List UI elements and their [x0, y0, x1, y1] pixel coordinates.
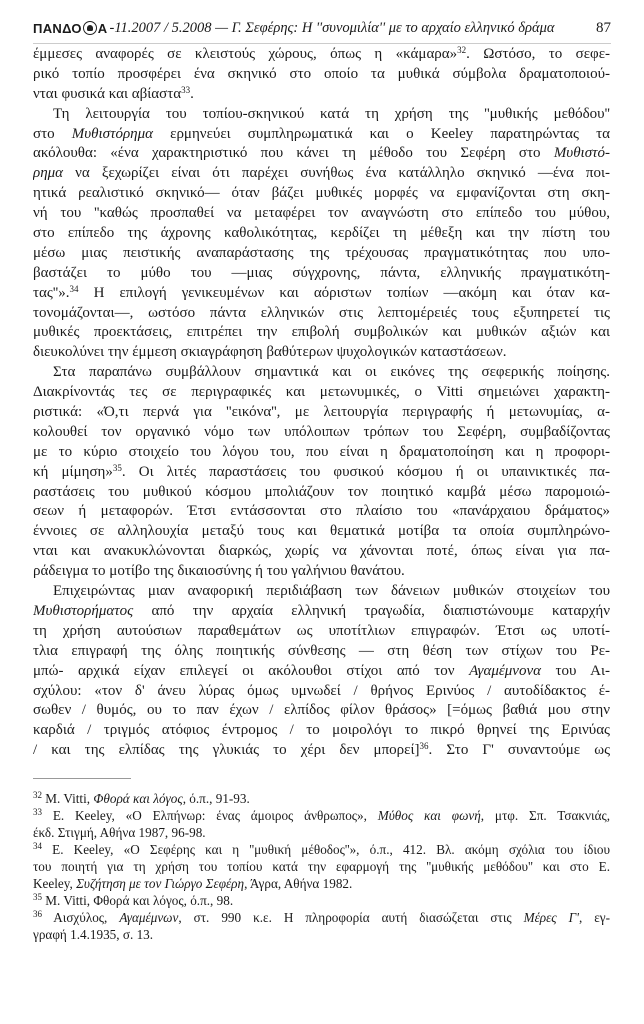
text-line: βαστάζει το μύθο του —μιας σύγχρονης, πάντα, ελληνικής πραγματικότη- — [33, 264, 610, 281]
text-line: ακόλουθα: «ένα χαρακτηριστικό που κάνει τη μέθοδο του Σεφέρη στο Μυθιστό- — [33, 145, 610, 162]
footnote-line: του ποιητή για τη χρήση του τοπίου κατά την εφαρμογή της ''μυθικής μεθόδου'' και στο E. — [33, 859, 610, 874]
footnote-line: $^{35}$ M. Vitti, Φθορά και λόγος, ό.π., 98. — [33, 892, 234, 908]
header-rule — [33, 43, 611, 44]
italic-text: Μυθιστορήματος — [33, 602, 134, 619]
footnote-line: $^{36}$ Αισχύλος, Αγαμέμνων, στ. 990 κ.ε. Η πληροφορία αυτή διασώζεται στις Μέρες Γ', εγ- — [33, 909, 610, 925]
italic-text: Μυθιστό- — [553, 145, 610, 162]
text-line: ριστικά: «Ό,τι περνά για ''εικόνα'', με λειτουργία περιγραφής ή μετωνυμίας, α- — [33, 404, 610, 421]
text-line: τλια επιγραφή της όλης ποιητικής σύνθεσης — στη θέση των στίχων του Ρε- — [33, 642, 610, 659]
text-line: διευκολύνει την έμμεση σκιαγράφηση βαθύτερων ψυχολογικών καταστάσεων. — [33, 344, 507, 361]
footnote-line: $^{33}$ E. Keeley, «Ο Ελπήνωρ: ένας άμοιρος άνθρωπος», Μύθος και φωνή, μτφ. Σπ. Τσακνιάς, — [33, 807, 610, 823]
footnotes — [33, 790, 610, 943]
text-line: τας''».$^{34}$ Η επιλογή γενικευμένων και αόριστων τοπίων —ακόμη και όταν κα- — [33, 283, 610, 301]
text-line: έμμεσες αναφορές σε κλειστούς χώρους, όπως η «κάμαρα»$^{32}$. Ωστόσο, το σεφε- — [33, 45, 610, 62]
footnote-ref: 36 — [33, 909, 42, 919]
text-line: μέσω μιας πειστικής αναπαράστασης της τρέχουσας πραγματικότητας που υπο- — [33, 244, 610, 261]
footnote-ref: 33 — [181, 84, 191, 95]
footnote-line: Keeley, Συζήτηση με τον Γιώργο Σεφέρη, Άγρα, Αθήνα 1982. — [33, 876, 353, 891]
footnote-ref: 36 — [419, 741, 429, 752]
footnote-ref: 35 — [112, 462, 122, 473]
text-line: Διακρίνοντάς τες σε περιγραφικές και μετωνυμικές, ο Vitti σημειώνει χαρακτη- — [33, 384, 610, 401]
text-line: μπώ- αρχικά είχαν επιλεγεί οι ακόλουθοι στίχοι από τον Αγαμέμνονα του Αι- — [33, 662, 610, 679]
italic-text: Μύθος και φωνή — [377, 808, 481, 823]
text-line: τη χρήση αυτούσιων παραθεμάτων ως υποτίτλιων επιγραφών. Έτσι ως υποτί- — [33, 622, 610, 639]
text-line: ητικά ρεαλιστικό σκηνικό— όταν βάζει μυθικές μορφές να εμφανίζονται στη σκη- — [33, 185, 610, 202]
running-header — [33, 16, 611, 40]
footnote-line: $^{32}$ M. Vitti, Φθορά και λόγος, ό.π., 91-93. — [33, 790, 250, 806]
text-line: νται φυσικά και αβίαστα$^{33}$. — [33, 84, 194, 102]
text-line: ρημα να ξεχωρίζει είναι ότι παρέχει συνήθως ένα κατάλληλο σκηνικό —ένα ποι- — [33, 165, 610, 182]
journal-logo — [33, 21, 107, 36]
running-title: -11.2007 / 5.2008 — Γ. Σεφέρης: Η ''συνομιλία'' με το αρχαίο ελληνικό δράμα — [109, 19, 555, 36]
text-line: Στα παραπάνω συμβάλλουν σημαντικά και οι εικόνες της σεφερικής ποίησης. — [53, 364, 610, 381]
text-line: ρικό τοπίο προσφέρει ένα σκηνικό στο οποίο τα μυθικά σύμβολα δραματοποιού- — [33, 65, 610, 82]
text-line: σεων ή μεταφορών. Έτσι εντάσσονται στο πλαίσιο του «πανάρχαιου δράματος» — [33, 503, 610, 520]
text-line: Μυθιστορήματος από την αρχαία ελληνική τραγωδία, διαπιστώνουμε καταρχήν — [33, 602, 610, 619]
text-line: Επιχειρώντας μιαν αναφορική περιδιάβαση των δάνειων μυθικών στοιχείων του — [53, 583, 610, 600]
footnote-ref: 34 — [33, 841, 42, 851]
text-line: στο Μυθιστόρημα ερμηνεύει συμπληρωματικά και ο Keeley παρατηρώντας τα — [33, 125, 610, 142]
text-line: με το κύριο στοιχείο του λόγου του, που είναι η δραματοποίηση και η προφορι- — [33, 443, 610, 460]
text-line: σωθεν / θυμός, ου το παν έχων / ελπίδος φίλον θράσος» [=όμως βαθιά μου στην — [33, 702, 610, 719]
text-line: / και της ελπίδας της γλυκιάς το χέρι δεν μπορεί]$^{36}$. Στο Γ' συναντούμε ως — [33, 741, 610, 759]
footnote-line: $^{34}$ E. Keeley, «Ο Σεφέρης και η ''μυθική μέθοδος''», ό.π., 412. Βλ. ακόμη σχόλια του ίδιου — [33, 841, 610, 857]
italic-text: Αγαμέμνονα — [469, 662, 541, 679]
logo-text-right: Α — [97, 20, 108, 36]
text-line: ραστάσεις του μυθικού κόσμου μπολιάζουν τον ποιητικό καμβά μέσω παρομοιώ- — [33, 483, 610, 500]
text-line: μυθικές προεκτάσεις, επιτρέπει την επιβολή συμβολικών και μυθικών αξιών και — [33, 324, 610, 341]
footnote-ref: 32 — [457, 45, 467, 55]
italic-text: Αγαμέμνων — [119, 910, 179, 925]
text-line: νή του ''καθώς προσπαθεί να μεταφέρει τον αναγνώστη στο επίπεδο του μύθου, — [33, 205, 610, 222]
footnote-line: έκδ. Στιγμή, Αθήνα 1987, 96-98. — [33, 825, 206, 840]
italic-text: Φθορά και λόγος — [93, 791, 183, 806]
text-line: κή μίμηση»$^{35}$. Οι λιτές παραστάσεις του φυσικού κόσμου ή οι υπαινικτικές πα- — [33, 462, 610, 480]
italic-text: Μυθιστόρημα — [71, 125, 153, 142]
footnote-ref: 32 — [33, 790, 42, 800]
text-line: έννοιες σε αλληλουχία μεταξύ τους και θεματικά μοτίβα τα οποία συμπληρώνο- — [33, 523, 610, 540]
italic-text: ρημα — [33, 165, 64, 182]
text-line: νται και ανακυκλώνονται διαρκώς, χωρίς να χάνονται ποτέ, όπως είναι για πα- — [33, 543, 610, 560]
footnote-separator — [33, 778, 131, 779]
text-line: καρδιά / τριγμός ατόφιος έντρομος / το μοιρολόγι το πικρό θρηνεί της Ερινύας — [33, 722, 610, 739]
text-line: κολουθεί τον οργανικό νόμο των υπόλοιπων τρόπων του Σεφέρη, συμβαδίζοντας — [33, 423, 610, 440]
page-number: 87 — [596, 19, 611, 36]
footnote-ref: 34 — [69, 283, 79, 294]
text-line: σχύλου: «τον δ' άνευ λύρας όμως υμνωδεί / θρήνος Ερινύος / αυτοδίδακτος έ- — [33, 682, 610, 699]
footnote-line: γραφή 1.4.1935, σ. 13. — [33, 927, 154, 942]
lamp-icon — [83, 21, 97, 35]
text-line: στο επίπεδο της άχρονης καθολικότητας, κερδίζει τη μέθεξη και την πίστη του — [33, 225, 610, 242]
text-line: Τη λειτουργία του τοπίου-σκηνικού κατά τη χρήση της ''μυθικής μεθόδου'' — [53, 105, 610, 122]
logo-text-left: ΠΑΝΔΟ — [33, 20, 82, 36]
text-line: ράδειγμα το μοτίβο της δικαιοσύνης ή του γαλήνιου θανάτου. — [33, 563, 405, 580]
body-text — [33, 45, 610, 761]
text-line: τονομάζονται—, ωστόσο πάντα ελληνικών στις λεπτομέρειές τους εξυπηρετεί τις — [33, 304, 610, 321]
footnote-ref: 35 — [33, 892, 42, 902]
footnote-ref: 33 — [33, 807, 42, 817]
italic-text: Μέρες Γ' — [523, 910, 579, 925]
italic-text: Συζήτηση με τον Γιώργο Σεφέρη — [76, 876, 245, 891]
